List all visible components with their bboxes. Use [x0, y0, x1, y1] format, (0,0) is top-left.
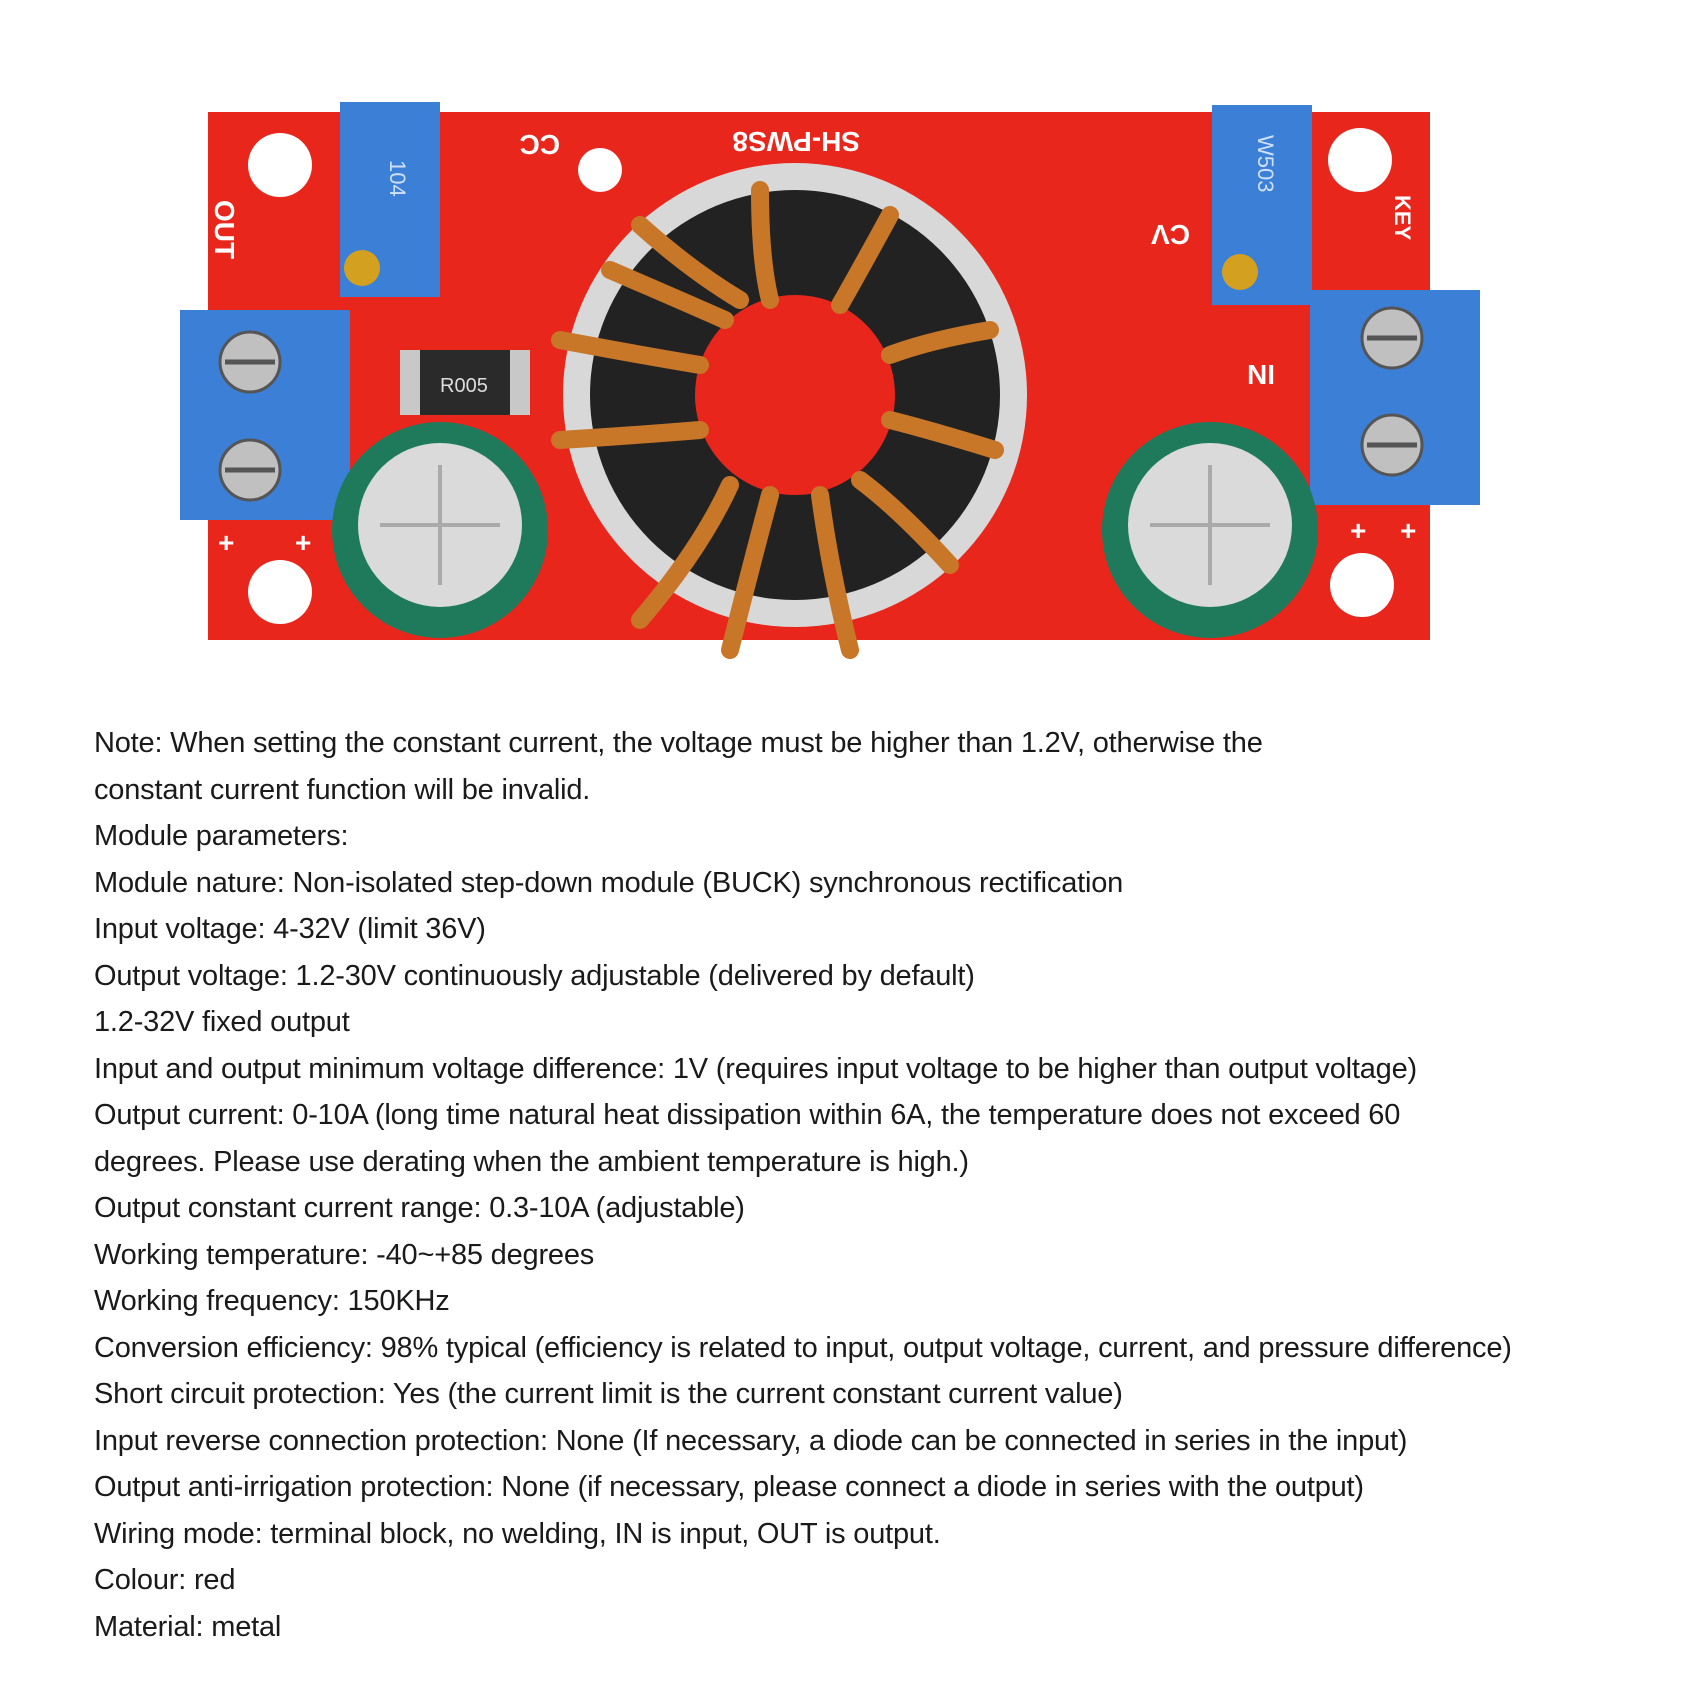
label-out: OUT — [209, 200, 240, 260]
potentiometer-cv — [1212, 105, 1312, 305]
svg-text:R005: R005 — [440, 375, 488, 397]
label-in: IN — [1247, 359, 1275, 390]
capacitor-left — [332, 422, 548, 638]
shunt-resistor — [400, 350, 530, 415]
label-cc: CC — [519, 129, 560, 160]
spec-line: Working frequency: 150KHz — [94, 1285, 450, 1317]
svg-text:W503: W503 — [1253, 135, 1278, 193]
spec-line: Colour: red — [94, 1564, 236, 1596]
product-photo — [0, 0, 1700, 700]
svg-text:104: 104 — [385, 160, 410, 197]
spec-line: Input and output minimum voltage difference: 1V (requires input voltage to be higher than output voltage) — [94, 1052, 1417, 1085]
potentiometer-cc — [340, 102, 440, 297]
spec-line: Input voltage: 4-32V (limit 36V) — [94, 913, 486, 945]
spec-line: Output current: 0-10A (long time natural heat dissipation within 6A, the temperature does not exceed 60 — [94, 1099, 1401, 1131]
capacitor-right — [1102, 422, 1318, 638]
spec-line: Wiring mode: terminal block, no welding, IN is input, OUT is output. — [94, 1517, 941, 1550]
spec-line: Output anti-irrigation protection: None (if necessary, please connect a diode in series with the output) — [94, 1471, 1364, 1503]
label-plus: + — [295, 527, 312, 558]
spec-line-note-cont: constant current function will be invalid. — [94, 773, 591, 806]
label-key: KEY — [1390, 195, 1415, 241]
spec-line: Module nature: Non-isolated step-down module (BUCK) synchronous rectification — [94, 866, 1124, 899]
spec-line: Input reverse connection protection: None (If necessary, a diode can be connected in series in the input) — [94, 1424, 1408, 1457]
terminal-block-out — [180, 310, 350, 520]
spec-line: Working temperature: -40~+85 degrees — [94, 1238, 595, 1271]
label-cv: CV — [1151, 219, 1190, 250]
spec-line: degrees. Please use derating when the ambient temperature is high.) — [94, 1145, 969, 1178]
label-plus: + — [1400, 515, 1417, 546]
label-plus: + — [1350, 515, 1367, 546]
spec-heading: Module parameters: — [94, 820, 349, 852]
spec-line: Material: metal — [94, 1610, 282, 1643]
spec-line-note: Note: When setting the constant current, the voltage must be higher than 1.2V, otherwise the — [94, 727, 1263, 759]
terminal-block-in — [1310, 290, 1480, 505]
spec-line: Output voltage: 1.2-30V continuously adjustable (delivered by default) — [94, 959, 975, 992]
spec-line: Short circuit protection: Yes (the current limit is the current constant current value) — [94, 1378, 1123, 1410]
spec-line: Output constant current range: 0.3-10A (adjustable) — [94, 1192, 745, 1224]
label-board-name: SH-PWS8 — [732, 126, 860, 157]
spec-line: 1.2-32V fixed output — [94, 1006, 350, 1038]
spec-line: Conversion efficiency: 98% typical (efficiency is related to input, output voltage, current, and pressure difference) — [94, 1331, 1512, 1364]
label-plus: + — [218, 527, 235, 558]
spec-list — [94, 720, 1674, 1650]
